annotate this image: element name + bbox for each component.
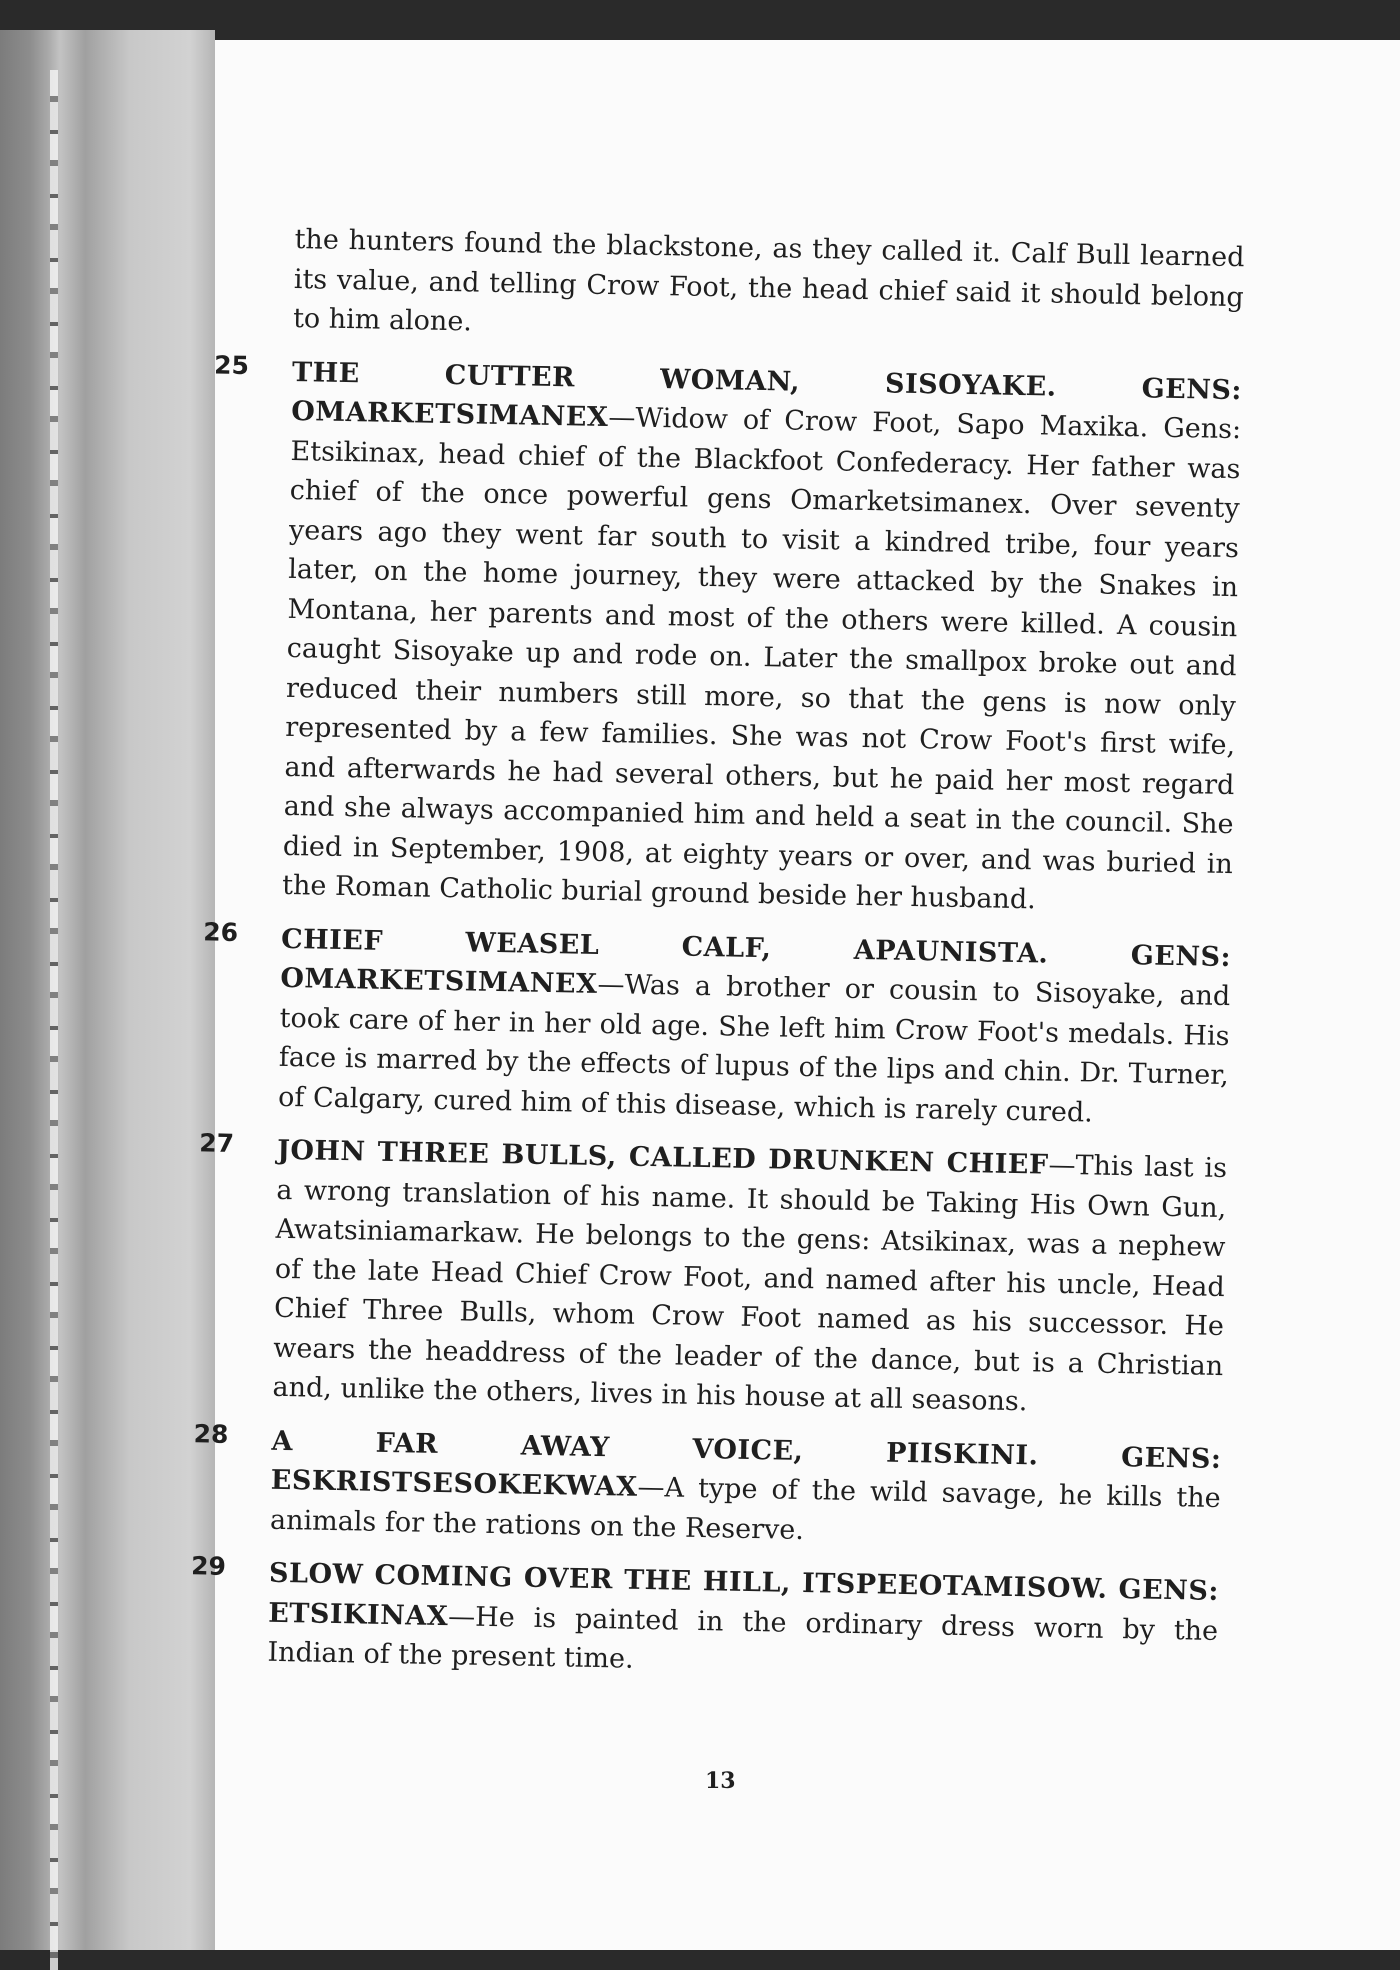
entry-number: 29: [190, 1551, 227, 1581]
binding-stitching: [50, 70, 58, 1970]
entry-number: 27: [198, 1128, 235, 1158]
book-binding-gutter: [0, 30, 215, 1950]
entry-text: —Widow of Crow Foot, Sapo Maxika. Gens: Etsikinax, head chief of the Blackfoot Confederacy. Her father was chief of the once powerful gens Omarketsimanex. Over seventy years ago they went far south to visit a kindred tribe, four years later, on the home journey, they were attacked by the Snakes in Montana, her parents and most of the others were killed. A cousin caught Sisoyake up and rode on. Later the smallpox broke out and reduced their numbers still more, so that the gens is now only represented by a few families. She was not Crow Foot's first wife, and afterwards he had several others, but he paid her most regard and she always accompanied him and held a seat in the council. She died in September, 1908, at eighty years or over, and was buried in the Roman Catholic burial ground beside her husband.: [281, 402, 1242, 916]
entry-27: [198, 1128, 1228, 1426]
entry-heading: THE CUTTER WOMAN, SISOYAKE. GENS: OMARKETSIMANEX: [291, 356, 1243, 434]
entry-number: 25: [213, 349, 250, 380]
entry-heading: A FAR AWAY VOICE, PIISKINI. GENS: ESKRISTSESOKEKWAX: [270, 1425, 1222, 1503]
entry-heading: JOHN THREE BULLS, CALLED DRUNKEN CHIEF: [276, 1134, 1049, 1181]
entry-28: [193, 1418, 1222, 1558]
entry-number: 26: [203, 916, 239, 947]
entry-text: —A type of the wild savage, he kills the animals for the rations on the Reserve.: [269, 1471, 1221, 1546]
entry-26: [203, 916, 1232, 1135]
page-body: [190, 220, 1245, 1690]
entry-25: [213, 349, 1243, 923]
entry-heading: SLOW COMING OVER THE HILL, ITSPEEOTAMISOW. GENS: ETSIKINAX: [267, 1557, 1220, 1632]
entry-number: 28: [193, 1418, 229, 1449]
entry-heading: CHIEF WEASEL CALF, APAUNISTA. GENS: OMARKETSIMANEX: [280, 923, 1232, 1000]
entry-29: [190, 1551, 1220, 1691]
entry-text: —This last is a wrong translation of his name. It should be Taking His Own Gun, Awatsiniamarkaw. He belongs to the gens: Atsikinax, was a nephew of the late Head Chief Crow Foot, and named after his uncle, Head Chief Three Bulls, whom Crow Foot named as his successor. He wears the headdress of the leader of the dance, but is a Christian and, unlike the others, lives in his house at all seasons.: [272, 1149, 1228, 1418]
book-page: [190, 40, 1400, 1950]
page-number: 13: [705, 1768, 736, 1794]
entry-text: —He is painted in the ordinary dress worn by the Indian of the present time.: [267, 1600, 1219, 1675]
opening-paragraph: the hunters found the blackstone, as they called it. Calf Bull learned its value, and telling Crow Foot, the head chief said it should belong to him alone.: [292, 223, 1245, 338]
entry-text: —Was a brother or cousin to Sisoyake, and took care of her in her old age. She left him Crow Foot's medals. His face is marred by the effects of lupus of the lips and chin. Dr. Turner, of Calgary, cured him of this disease, which is rarely cured.: [277, 968, 1231, 1128]
